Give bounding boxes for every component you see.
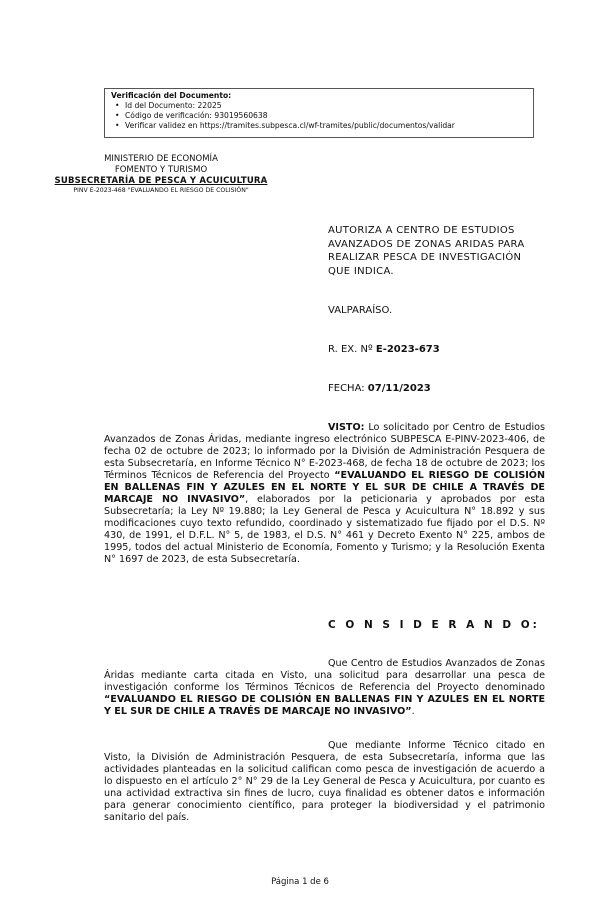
verification-list (111, 101, 527, 131)
considerando-text: Que Centro de Estudios Avanzados de Zonas Áridas mediante carta citada en Visto, una solicitud para desarrollar una pesca de investigación conforme los Términos Técnicos de Referencia del Proyecto denominado (104, 658, 545, 693)
visto-text: , elaborados por la peticionaria y aprobados por esta Subsecretaría; la Ley Nº 19.880; la Ley General de Pesca y Acuicultura N° 18.892 y sus modificaciones cuyo texto refundido, coordinado y sistematizado fue fijado por el D.S. Nº 430, de 1991, el D.F.L. N° 5, de 1983, el D.S. N° 461 y Decreto Exento N° 225, ambos de 1995, todos del actual Ministerio de Economía, Fomento y Turismo; y la Resolución Exenta N° 1697 de 2023, de esta Subsecretaría. (104, 494, 545, 565)
ministry-name-2: FOMENTO Y TURISMO (114, 165, 208, 175)
verification-title: Verificación del Documento: (111, 91, 232, 100)
considerando-paragraph-2: Que mediante Informe Técnico citado en Visto, la División de Administración Pesquera, de esta Subsecretaría, informa que las actividades planteadas en la solicitud califican como pesca de investigación de acuerdo a lo dispuesto en el artículo 2° N° 29 de la Ley General de Pesca y Acuicultura, por cuanto es una actividad extractiva sin fines de lucro, cuya finalidad es obtener datos e información para generar conocimiento científico, para proteger la biodiversidad y el patrimonio sanitario del país. (104, 740, 545, 823)
visto-text: Lo solicitado por Centro de Estudios Avanzados de Zonas Áridas, mediante ingreso electrónico SUBPESCA E-PINV-2023-406, de fecha 02 de octubre de 2023; lo informado por la División de Administración Pesquera de esta Subsecretaría, en Informe Técnico N° E-2023-468, de fecha 18 de octubre de 2023; los Términos Técnicos de Referencia del Proyecto (104, 422, 545, 481)
ministry-name: MINISTERIO DE ECONOMÍA (104, 154, 218, 164)
verification-url[interactable]: • Verificar validez en https://tramites.subpesca.cl/wf-tramites/public/documentos/validar (111, 121, 527, 131)
page-number: Página 1 de 6 (271, 877, 329, 887)
resolution-date (328, 383, 548, 394)
date-label: FECHA: (328, 383, 368, 394)
considerando-paragraph-1 (104, 658, 545, 718)
title-line: AUTORIZA A CENTRO DE ESTUDIOS (328, 225, 515, 236)
title-line: QUE INDICA. (328, 265, 394, 277)
subsecretaria-name: SUBSECRETARÍA DE PESCA Y ACUICULTURA (54, 176, 268, 186)
resolution-value: E-2023-673 (375, 344, 440, 355)
pinv-reference: PINV E-2023-468 "EVALUANDO EL RIESGO DE COLISIÓN" (73, 187, 249, 194)
title-line: REALIZAR PESCA DE INVESTIGACIÓN (328, 252, 522, 263)
document-id: • Id del Documento: 22025 (111, 101, 527, 111)
ministry-header (30, 154, 292, 195)
resolution-number (328, 344, 548, 355)
title-line: AVANZADOS DE ZONAS ARIDAS PARA (328, 238, 525, 250)
verification-box (104, 88, 534, 138)
visto-paragraph (104, 422, 545, 566)
resolution-label: R. EX. Nº (328, 344, 376, 355)
verification-code: • Código de verificación: 93019560638 (111, 111, 527, 121)
considerando-project: “EVALUANDO EL RIESGO DE COLISIÓN EN BALLENAS FIN Y AZULES EN EL NORTE Y EL SUR DE CHILE A TRAVÉS DE MARCAJE NO INVASIVO” (104, 694, 545, 717)
resolution-title (328, 224, 548, 278)
considerando-text: . (411, 706, 415, 717)
considerando-heading: C O N S I D E R A N D O: (328, 619, 540, 631)
visto-label: VISTO: (328, 422, 365, 433)
date-value: 07/11/2023 (367, 383, 431, 394)
place: VALPARAÍSO. (328, 305, 393, 316)
visto-project: “EVALUANDO EL RIESGO DE COLISIÓN EN BALLENAS FIN Y AZULES EN EL NORTE Y EL SUR DE CHILE A TRAVÉS DE MARCAJE NO INVASIVO” (104, 470, 545, 505)
